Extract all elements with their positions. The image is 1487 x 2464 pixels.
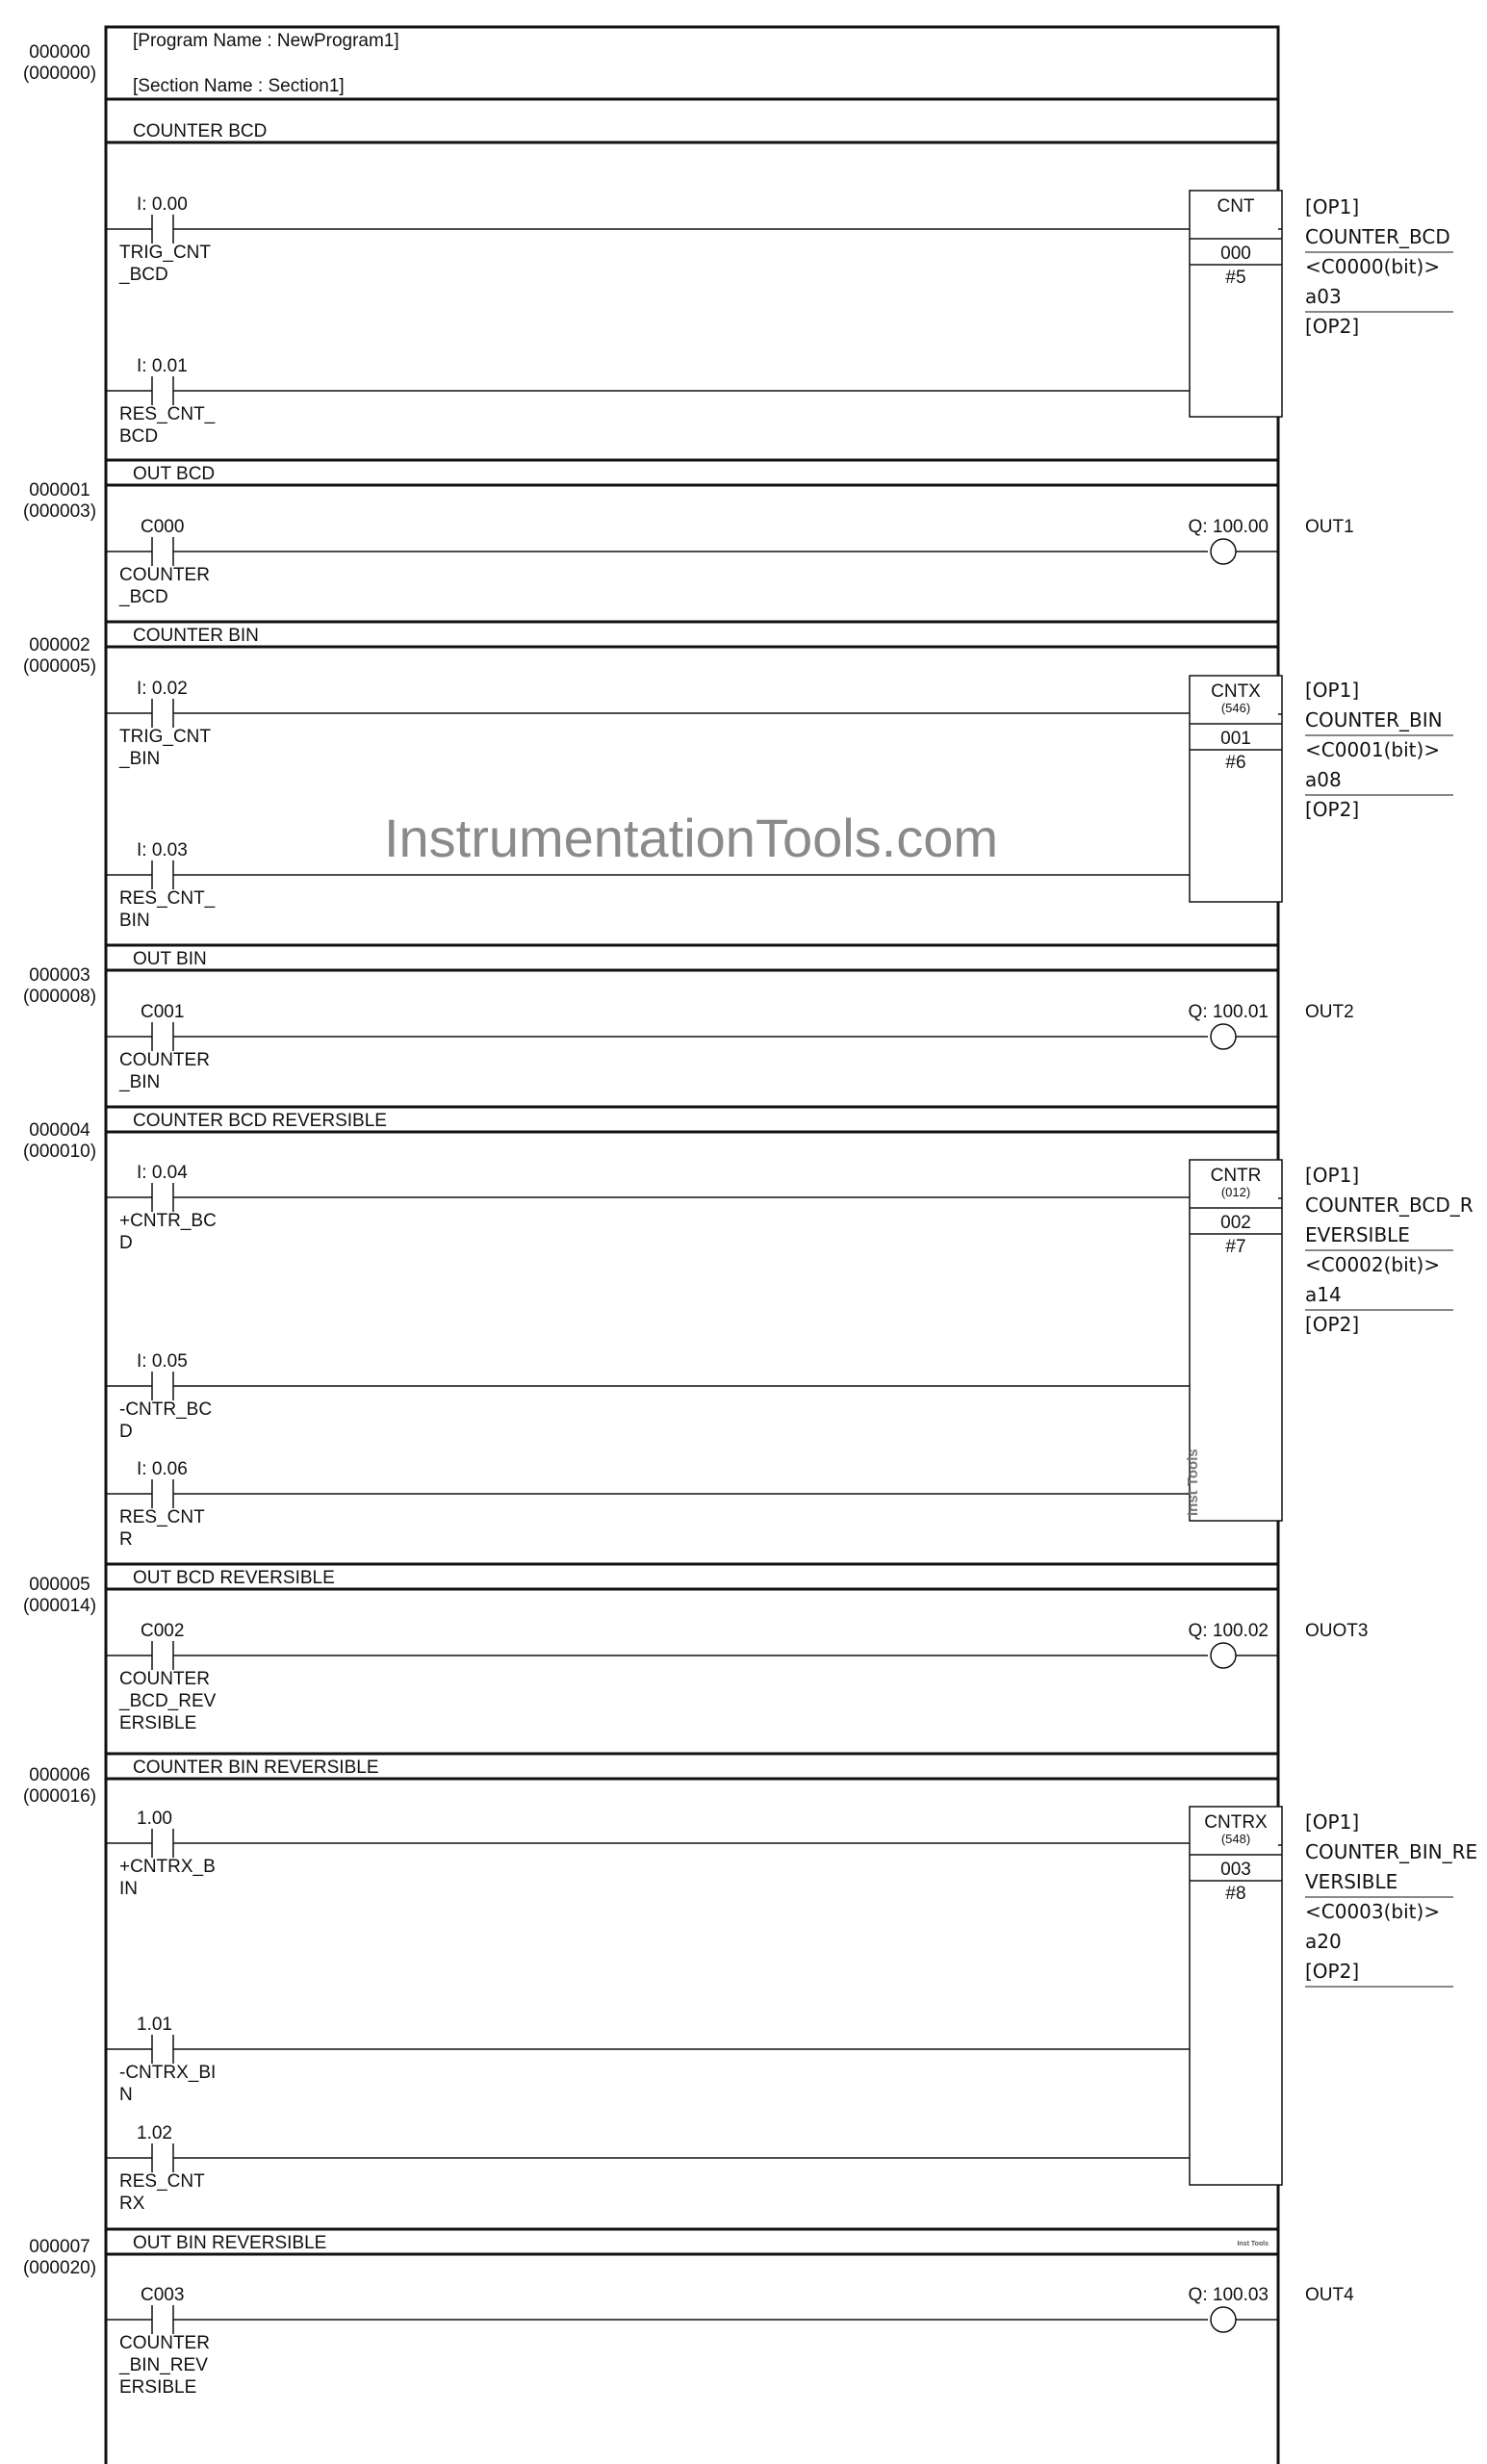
rung-comment	[106, 460, 1278, 485]
contact-name: D	[119, 1233, 133, 1253]
block-counter-number: 002	[1220, 1213, 1251, 1233]
contact-name: COUNTER	[119, 2333, 210, 2353]
contact-address: C002	[141, 1621, 185, 1641]
block-preset: #8	[1225, 1884, 1246, 1904]
operand-note: [OP2]	[1305, 1960, 1360, 1983]
contact-name: COUNTER	[119, 565, 210, 585]
operand-note: [OP1]	[1305, 1164, 1360, 1187]
contact-name: N	[119, 2085, 133, 2105]
contact-address: 1.00	[137, 1809, 172, 1829]
contact-address: I: 0.06	[137, 1459, 188, 1479]
step-number: 000006	[29, 1765, 90, 1785]
step-number: 000004	[29, 1120, 90, 1141]
contact-address: C001	[141, 1002, 185, 1022]
operand-note: VERSIBLE	[1305, 1870, 1398, 1893]
contact-name: RES_CNT_	[119, 888, 216, 909]
contact-address: I: 0.03	[137, 840, 188, 860]
step-number: 000000	[29, 42, 90, 63]
step-number: 000007	[29, 2237, 90, 2257]
operand-note: <C0001(bit)>	[1305, 738, 1441, 761]
block-preset: #6	[1225, 753, 1246, 773]
operand-note: COUNTER_BIN	[1305, 708, 1443, 732]
contact-name: _BCD	[119, 265, 168, 285]
contact-address: I: 0.05	[137, 1351, 188, 1372]
contact-name: COUNTER	[119, 1050, 210, 1070]
block-counter-number: 000	[1220, 244, 1251, 264]
contact-address: I: 0.02	[137, 679, 188, 699]
contact-name: RES_CNT	[119, 2171, 205, 2192]
contact-name: RX	[119, 2194, 145, 2214]
step-address: (000000)	[22, 64, 97, 84]
step-address: (000010)	[22, 1142, 97, 1162]
output-label: OUT4	[1305, 2285, 1354, 2305]
contact-name: -CNTR_BC	[119, 1399, 213, 1420]
section-name: [Section Name : Section1]	[133, 76, 345, 96]
contact-address: 1.01	[137, 2015, 172, 2035]
operand-note: a14	[1305, 1283, 1342, 1306]
operand-note: <C0003(bit)>	[1305, 1900, 1441, 1923]
output-coil	[1211, 539, 1236, 564]
contact-address: I: 0.00	[137, 194, 188, 215]
watermark: InstrumentationTools.com	[383, 808, 999, 868]
block-preset: #7	[1225, 1237, 1246, 1257]
contact-name: _BIN_REV	[119, 2355, 208, 2375]
operand-note: COUNTER_BCD_R	[1305, 1194, 1474, 1217]
contact-name: _BCD	[119, 587, 168, 607]
contact-name: _BIN	[119, 749, 161, 769]
step-address: (000020)	[22, 2258, 97, 2278]
rung-comment	[106, 622, 1278, 647]
coil-address: Q: 100.03	[1188, 2285, 1269, 2305]
contact-name: R	[119, 1529, 133, 1550]
block-instruction: CNTR	[1210, 1166, 1262, 1186]
output-label: OUT1	[1305, 517, 1354, 537]
contact-name: _BCD_REV	[119, 1691, 217, 1711]
operand-note: [OP2]	[1305, 315, 1360, 338]
operand-note: [OP2]	[1305, 1313, 1360, 1336]
contact-name: ERSIBLE	[119, 2377, 197, 2398]
rung-comment-text: OUT BCD REVERSIBLE	[133, 1568, 335, 1588]
program-header	[106, 27, 1278, 142]
rung-comment-text: OUT BIN	[133, 949, 207, 969]
rung-comment-text: OUT BIN REVERSIBLE	[133, 2233, 327, 2253]
contact-name: ERSIBLE	[119, 1713, 197, 1733]
contact-name: RES_CNT	[119, 1507, 205, 1527]
step-number: 000003	[29, 965, 90, 986]
block-preset: #5	[1225, 268, 1246, 288]
small-watermark: Inst Tools	[1237, 2241, 1269, 2247]
output-coil	[1211, 1643, 1236, 1668]
coil-address: Q: 100.02	[1188, 1621, 1269, 1641]
step-address: (000005)	[22, 656, 97, 677]
step-address: (000008)	[22, 987, 97, 1007]
block-instruction: CNTX	[1211, 681, 1261, 702]
contact-name: TRIG_CNT	[119, 243, 211, 263]
operand-note: COUNTER_BIN_RE	[1305, 1840, 1478, 1863]
block-instruction: CNTRX	[1204, 1812, 1268, 1833]
rung-comment	[106, 99, 1278, 142]
step-address: (000003)	[22, 501, 97, 522]
output-label: OUOT3	[1305, 1621, 1369, 1641]
block-instruction: CNT	[1217, 196, 1255, 217]
contact-name: -CNTRX_BI	[119, 2063, 217, 2083]
contact-name: BIN	[119, 911, 150, 931]
operand-note: [OP2]	[1305, 798, 1360, 821]
block-function-code: (546)	[1220, 701, 1251, 715]
contact-name: IN	[119, 1879, 138, 1899]
rung-comment	[106, 945, 1278, 970]
operand-note: a08	[1305, 768, 1342, 791]
rung-comment-text: COUNTER BCD	[133, 121, 268, 141]
operand-note: <C0002(bit)>	[1305, 1253, 1441, 1276]
rungs	[23, 42, 1477, 2398]
rung-comment-text: COUNTER BIN	[133, 626, 259, 646]
coil-address: Q: 100.00	[1188, 517, 1269, 537]
contact-name: D	[119, 1422, 133, 1442]
operand-note: <C0000(bit)>	[1305, 255, 1441, 278]
contact-name: TRIG_CNT	[119, 727, 211, 747]
block-function-code: (012)	[1220, 1185, 1251, 1199]
block-function-code: (548)	[1220, 1832, 1251, 1846]
contact-name: _BIN	[119, 1072, 161, 1092]
step-number: 000001	[29, 480, 90, 500]
coil-address: Q: 100.01	[1188, 1002, 1269, 1022]
output-coil	[1211, 1024, 1236, 1049]
contact-name: RES_CNT_	[119, 404, 216, 424]
block-counter-number: 001	[1220, 729, 1251, 749]
contact-address: C000	[141, 517, 185, 537]
step-address: (000014)	[22, 1596, 97, 1616]
contact-address: C003	[141, 2285, 185, 2305]
contact-name: COUNTER	[119, 1669, 210, 1689]
step-number: 000005	[29, 1575, 90, 1595]
rung-comment-text: COUNTER BIN REVERSIBLE	[133, 1758, 379, 1778]
output-label: OUT2	[1305, 1002, 1354, 1022]
block-counter-number: 003	[1220, 1860, 1251, 1880]
contact-address: I: 0.04	[137, 1163, 188, 1183]
operand-note: a20	[1305, 1930, 1342, 1953]
step-number: 000002	[29, 635, 90, 655]
output-coil	[1211, 2307, 1236, 2332]
side-watermark: Inst Tools	[1185, 1449, 1201, 1516]
rung-comment-text: OUT BCD	[133, 464, 216, 484]
contact-name: +CNTR_BC	[119, 1211, 217, 1231]
contact-name: BCD	[119, 426, 159, 447]
operand-note: COUNTER_BCD	[1305, 225, 1450, 248]
step-address: (000016)	[22, 1786, 97, 1807]
operand-note: EVERSIBLE	[1305, 1223, 1410, 1246]
operand-note: [OP1]	[1305, 679, 1360, 702]
operand-note: a03	[1305, 285, 1342, 308]
rung-comment-text: COUNTER BCD REVERSIBLE	[133, 1111, 387, 1131]
operand-note: [OP1]	[1305, 195, 1360, 218]
operand-note: [OP1]	[1305, 1810, 1360, 1834]
contact-address: 1.02	[137, 2123, 172, 2143]
program-name: [Program Name : NewProgram1]	[133, 31, 399, 51]
contact-name: +CNTRX_B	[119, 1857, 216, 1877]
contact-address: I: 0.01	[137, 356, 188, 376]
counter-block	[1190, 191, 1282, 417]
